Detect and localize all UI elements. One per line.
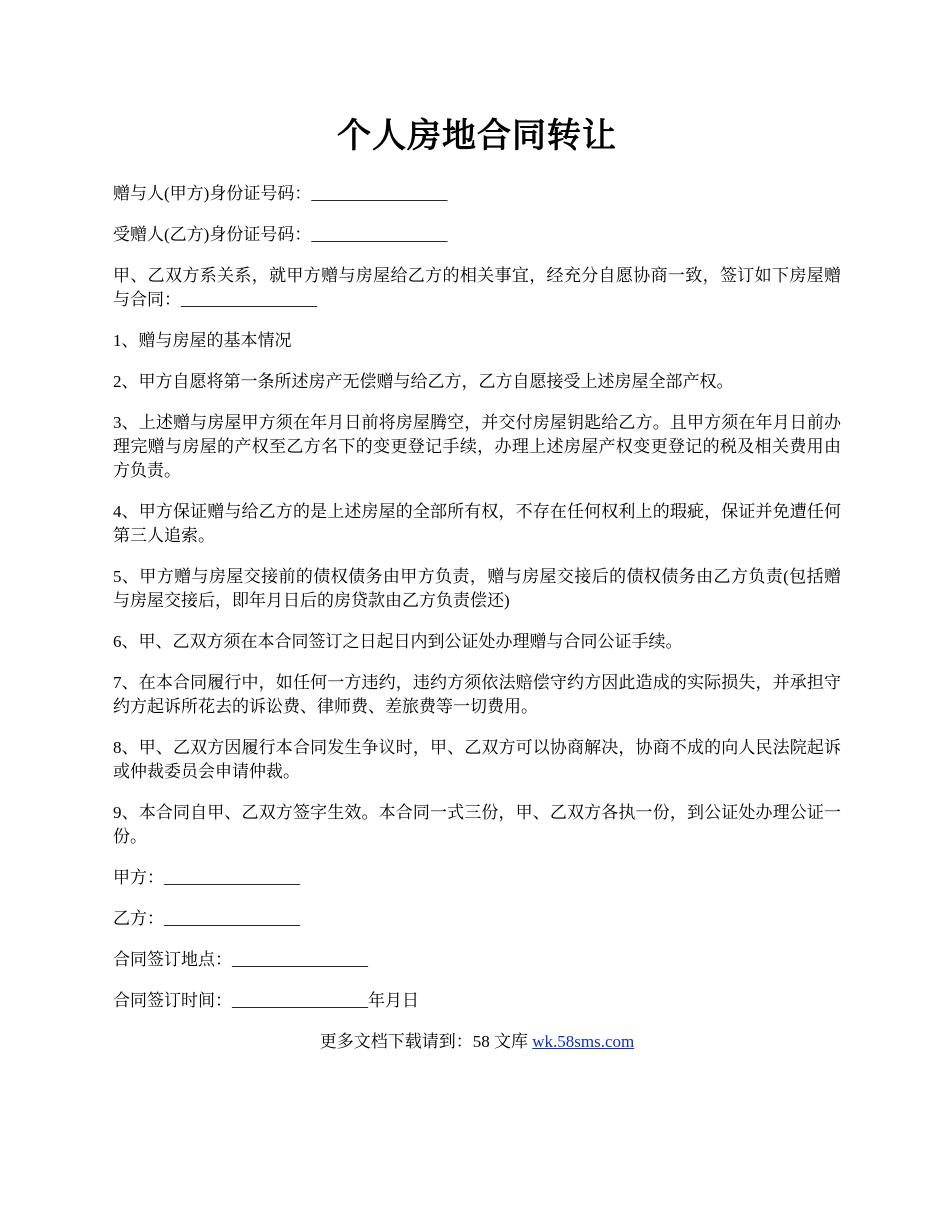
clause-2: 2、甲方自愿将第一条所述房产无偿赠与给乙方，乙方自愿接受上述房屋全部产权。 <box>113 372 734 391</box>
footer-text: 更多文档下载请到：58 文库 <box>319 1032 533 1051</box>
document-page <box>113 112 841 1054</box>
signing-place-line: 合同签订地点：________________ <box>113 950 368 969</box>
clause-9: 9、本合同自甲、乙双方签字生效。本合同一式三份，甲、乙双方各执一份，到公证处办理公证一份。 <box>113 803 841 846</box>
intro-paragraph: 甲、乙双方系关系，就甲方赠与房屋给乙方的相关事宜，经充分自愿协商一致，签订如下房屋赠与合同：________________ <box>113 266 841 309</box>
clause-4: 4、甲方保证赠与给乙方的是上述房屋的全部所有权，不存在任何权利上的瑕疵，保证并免遭任何第三人追索。 <box>113 502 841 545</box>
document-title: 个人房地合同转让 <box>337 118 617 155</box>
clause-3: 3、上述赠与房屋甲方须在年月日前将房屋腾空，并交付房屋钥匙给乙方。且甲方须在年月日前办理完赠与房屋的产权至乙方名下的变更登记手续，办理上述房屋产权变更登记的税及相关费用由方负责。 <box>113 413 841 480</box>
clause-8: 8、甲、乙双方因履行本合同发生争议时，甲、乙双方可以协商解决，协商不成的向人民法院起诉或仲裁委员会申请仲裁。 <box>113 738 841 781</box>
clause-5: 5、甲方赠与房屋交接前的债权债务由甲方负责，赠与房屋交接后的债权债务由乙方负责(包括赠与房屋交接后，即年月日后的房贷款由乙方负责偿还) <box>113 567 841 610</box>
party-a-signature-line: 甲方：________________ <box>113 868 300 887</box>
clause-7: 7、在本合同履行中，如任何一方违约，违约方须依法赔偿守约方因此造成的实际损失，并承担守约方起诉所花去的诉讼费、律师费、差旅费等一切费用。 <box>113 673 841 716</box>
party-b-signature-line: 乙方：________________ <box>113 909 300 928</box>
donee-id-line: 受赠人(乙方)身份证号码：________________ <box>113 225 448 244</box>
footer-note <box>113 1030 841 1054</box>
signing-date-line: 合同签订时间：________________年月日 <box>113 991 419 1010</box>
clause-1: 1、赠与房屋的基本情况 <box>113 331 292 350</box>
footer-link[interactable]: wk.58sms.com <box>532 1032 635 1051</box>
donor-id-line: 赠与人(甲方)身份证号码：________________ <box>113 184 448 203</box>
clause-6: 6、甲、乙双方须在本合同签订之日起日内到公证处办理赠与合同公证手续。 <box>113 632 683 651</box>
